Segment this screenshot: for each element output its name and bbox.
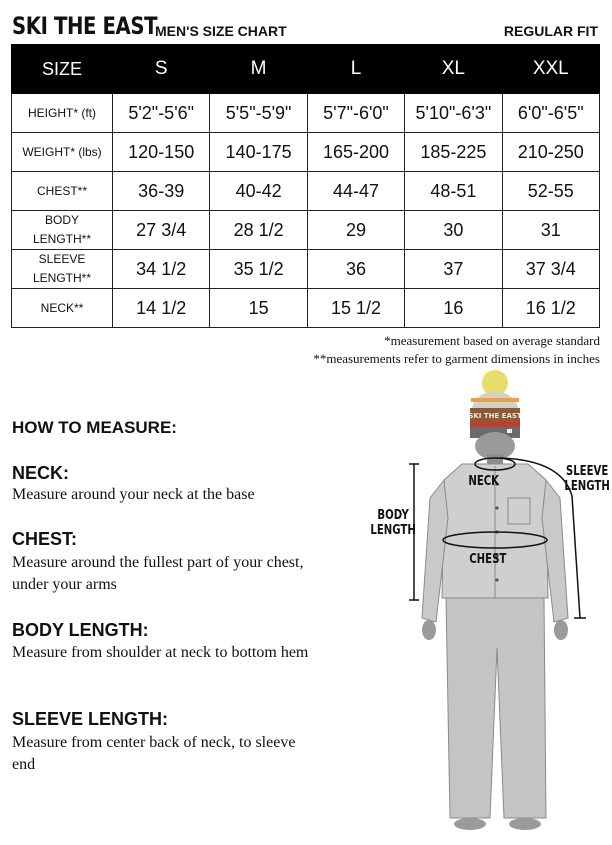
row-label-line: BODY bbox=[44, 213, 79, 227]
column-header: M bbox=[210, 45, 307, 94]
row-label-line: NECK** bbox=[40, 300, 84, 315]
table-cell: 5'2"-5'6" bbox=[113, 94, 210, 133]
hat-text: SKI THE EAST bbox=[468, 412, 522, 420]
neck-shape bbox=[487, 454, 503, 464]
row-label bbox=[12, 133, 113, 172]
table-cell: 165-200 bbox=[307, 133, 404, 172]
body-length-figure-label bbox=[370, 508, 415, 538]
table-cell: 15 bbox=[210, 289, 307, 328]
table-cell: 14 1/2 bbox=[113, 289, 210, 328]
fit-label: REGULAR FIT bbox=[503, 23, 598, 39]
table-cell: 5'7"-6'0" bbox=[307, 94, 404, 133]
left-foot bbox=[454, 818, 486, 830]
table-cell: 29 bbox=[307, 211, 404, 250]
left-hand bbox=[422, 620, 436, 640]
body-length-instructions: Measure from shoulder at neck to bottom hem bbox=[12, 644, 309, 661]
brand-logo: SKI THE EAST bbox=[12, 12, 158, 40]
row-label bbox=[12, 211, 113, 250]
table-cell: 27 3/4 bbox=[113, 211, 210, 250]
body-length-label-line: BODY bbox=[377, 508, 409, 523]
table-row bbox=[12, 211, 600, 250]
footnote-dimensions: **measurements refer to garment dimensions in inches bbox=[313, 351, 600, 366]
right-hand bbox=[554, 620, 568, 640]
row-label-line: SLEEVE bbox=[38, 252, 86, 266]
row-label-line: CHEST** bbox=[36, 183, 87, 198]
row-label bbox=[12, 250, 113, 289]
row-label-line: LENGTH** bbox=[32, 271, 91, 285]
sleeve-length-heading: SLEEVE LENGTH: bbox=[12, 709, 169, 729]
table-cell: 28 1/2 bbox=[210, 211, 307, 250]
row-label bbox=[12, 289, 113, 328]
table-row bbox=[12, 250, 600, 289]
sleeve-length-figure-label bbox=[564, 464, 609, 494]
table-cell: 44-47 bbox=[307, 172, 404, 211]
chest-heading: CHEST: bbox=[12, 529, 78, 549]
table-cell: 210-250 bbox=[502, 133, 599, 172]
right-foot bbox=[509, 818, 541, 830]
left-sleeve bbox=[422, 480, 448, 622]
neck-figure-label: NECK bbox=[468, 474, 500, 489]
table-cell: 185-225 bbox=[405, 133, 502, 172]
table-cell: 30 bbox=[405, 211, 502, 250]
column-header: SIZE bbox=[12, 45, 113, 94]
table-row bbox=[12, 94, 600, 133]
column-header: L bbox=[307, 45, 404, 94]
table-cell: 37 bbox=[405, 250, 502, 289]
table-row bbox=[12, 133, 600, 172]
table-cell: 31 bbox=[502, 211, 599, 250]
measurement-figure bbox=[350, 368, 612, 840]
footnote-average: *measurement based on average standard bbox=[384, 333, 600, 348]
beanie-icon bbox=[468, 392, 522, 438]
table-cell: 5'5"-5'9" bbox=[210, 94, 307, 133]
column-header: S bbox=[113, 45, 210, 94]
how-to-measure-title: HOW TO MEASURE: bbox=[12, 418, 177, 437]
table-cell: 16 bbox=[405, 289, 502, 328]
column-header: XXL bbox=[502, 45, 599, 94]
row-label-line: HEIGHT* (ft) bbox=[28, 105, 96, 120]
row-label-line: WEIGHT* (lbs) bbox=[22, 144, 102, 159]
column-header: XL bbox=[405, 45, 502, 94]
mannequin-illustration bbox=[350, 368, 612, 840]
table-cell: 36-39 bbox=[113, 172, 210, 211]
table-header-row bbox=[12, 45, 600, 94]
table-cell: 35 1/2 bbox=[210, 250, 307, 289]
sleeve-length-instructions: Measure from center back of neck, to sleeve end bbox=[12, 734, 296, 773]
table-cell: 36 bbox=[307, 250, 404, 289]
body-length-label-line: LENGTH bbox=[370, 523, 416, 538]
pants bbox=[446, 598, 546, 818]
row-label bbox=[12, 94, 113, 133]
size-chart-table bbox=[11, 44, 600, 328]
table-cell: 34 1/2 bbox=[113, 250, 210, 289]
chest-instructions: Measure around the fullest part of your chest, under your arms bbox=[12, 554, 304, 593]
sleeve-length-label-line: SLEEVE bbox=[565, 464, 609, 479]
sleeve-length-label-line: LENGTH bbox=[564, 479, 610, 494]
table-cell: 52-55 bbox=[502, 172, 599, 211]
table-row bbox=[12, 289, 600, 328]
table-cell: 6'0"-6'5" bbox=[502, 94, 599, 133]
table-cell: 37 3/4 bbox=[502, 250, 599, 289]
table-row bbox=[12, 172, 600, 211]
right-sleeve bbox=[542, 480, 568, 622]
body-length-heading: BODY LENGTH: bbox=[12, 620, 149, 640]
chart-title: MEN'S SIZE CHART bbox=[155, 23, 287, 39]
chest-figure-label: CHEST bbox=[469, 552, 507, 567]
row-label bbox=[12, 172, 113, 211]
table-cell: 120-150 bbox=[113, 133, 210, 172]
table-cell: 5'10"-6'3" bbox=[405, 94, 502, 133]
table-cell: 16 1/2 bbox=[502, 289, 599, 328]
neck-heading: NECK: bbox=[12, 463, 69, 483]
table-cell: 15 1/2 bbox=[307, 289, 404, 328]
row-label-line: LENGTH** bbox=[32, 232, 91, 246]
table-cell: 140-175 bbox=[210, 133, 307, 172]
table-cell: 48-51 bbox=[405, 172, 502, 211]
neck-instructions: Measure around your neck at the base bbox=[12, 486, 255, 503]
table-cell: 40-42 bbox=[210, 172, 307, 211]
